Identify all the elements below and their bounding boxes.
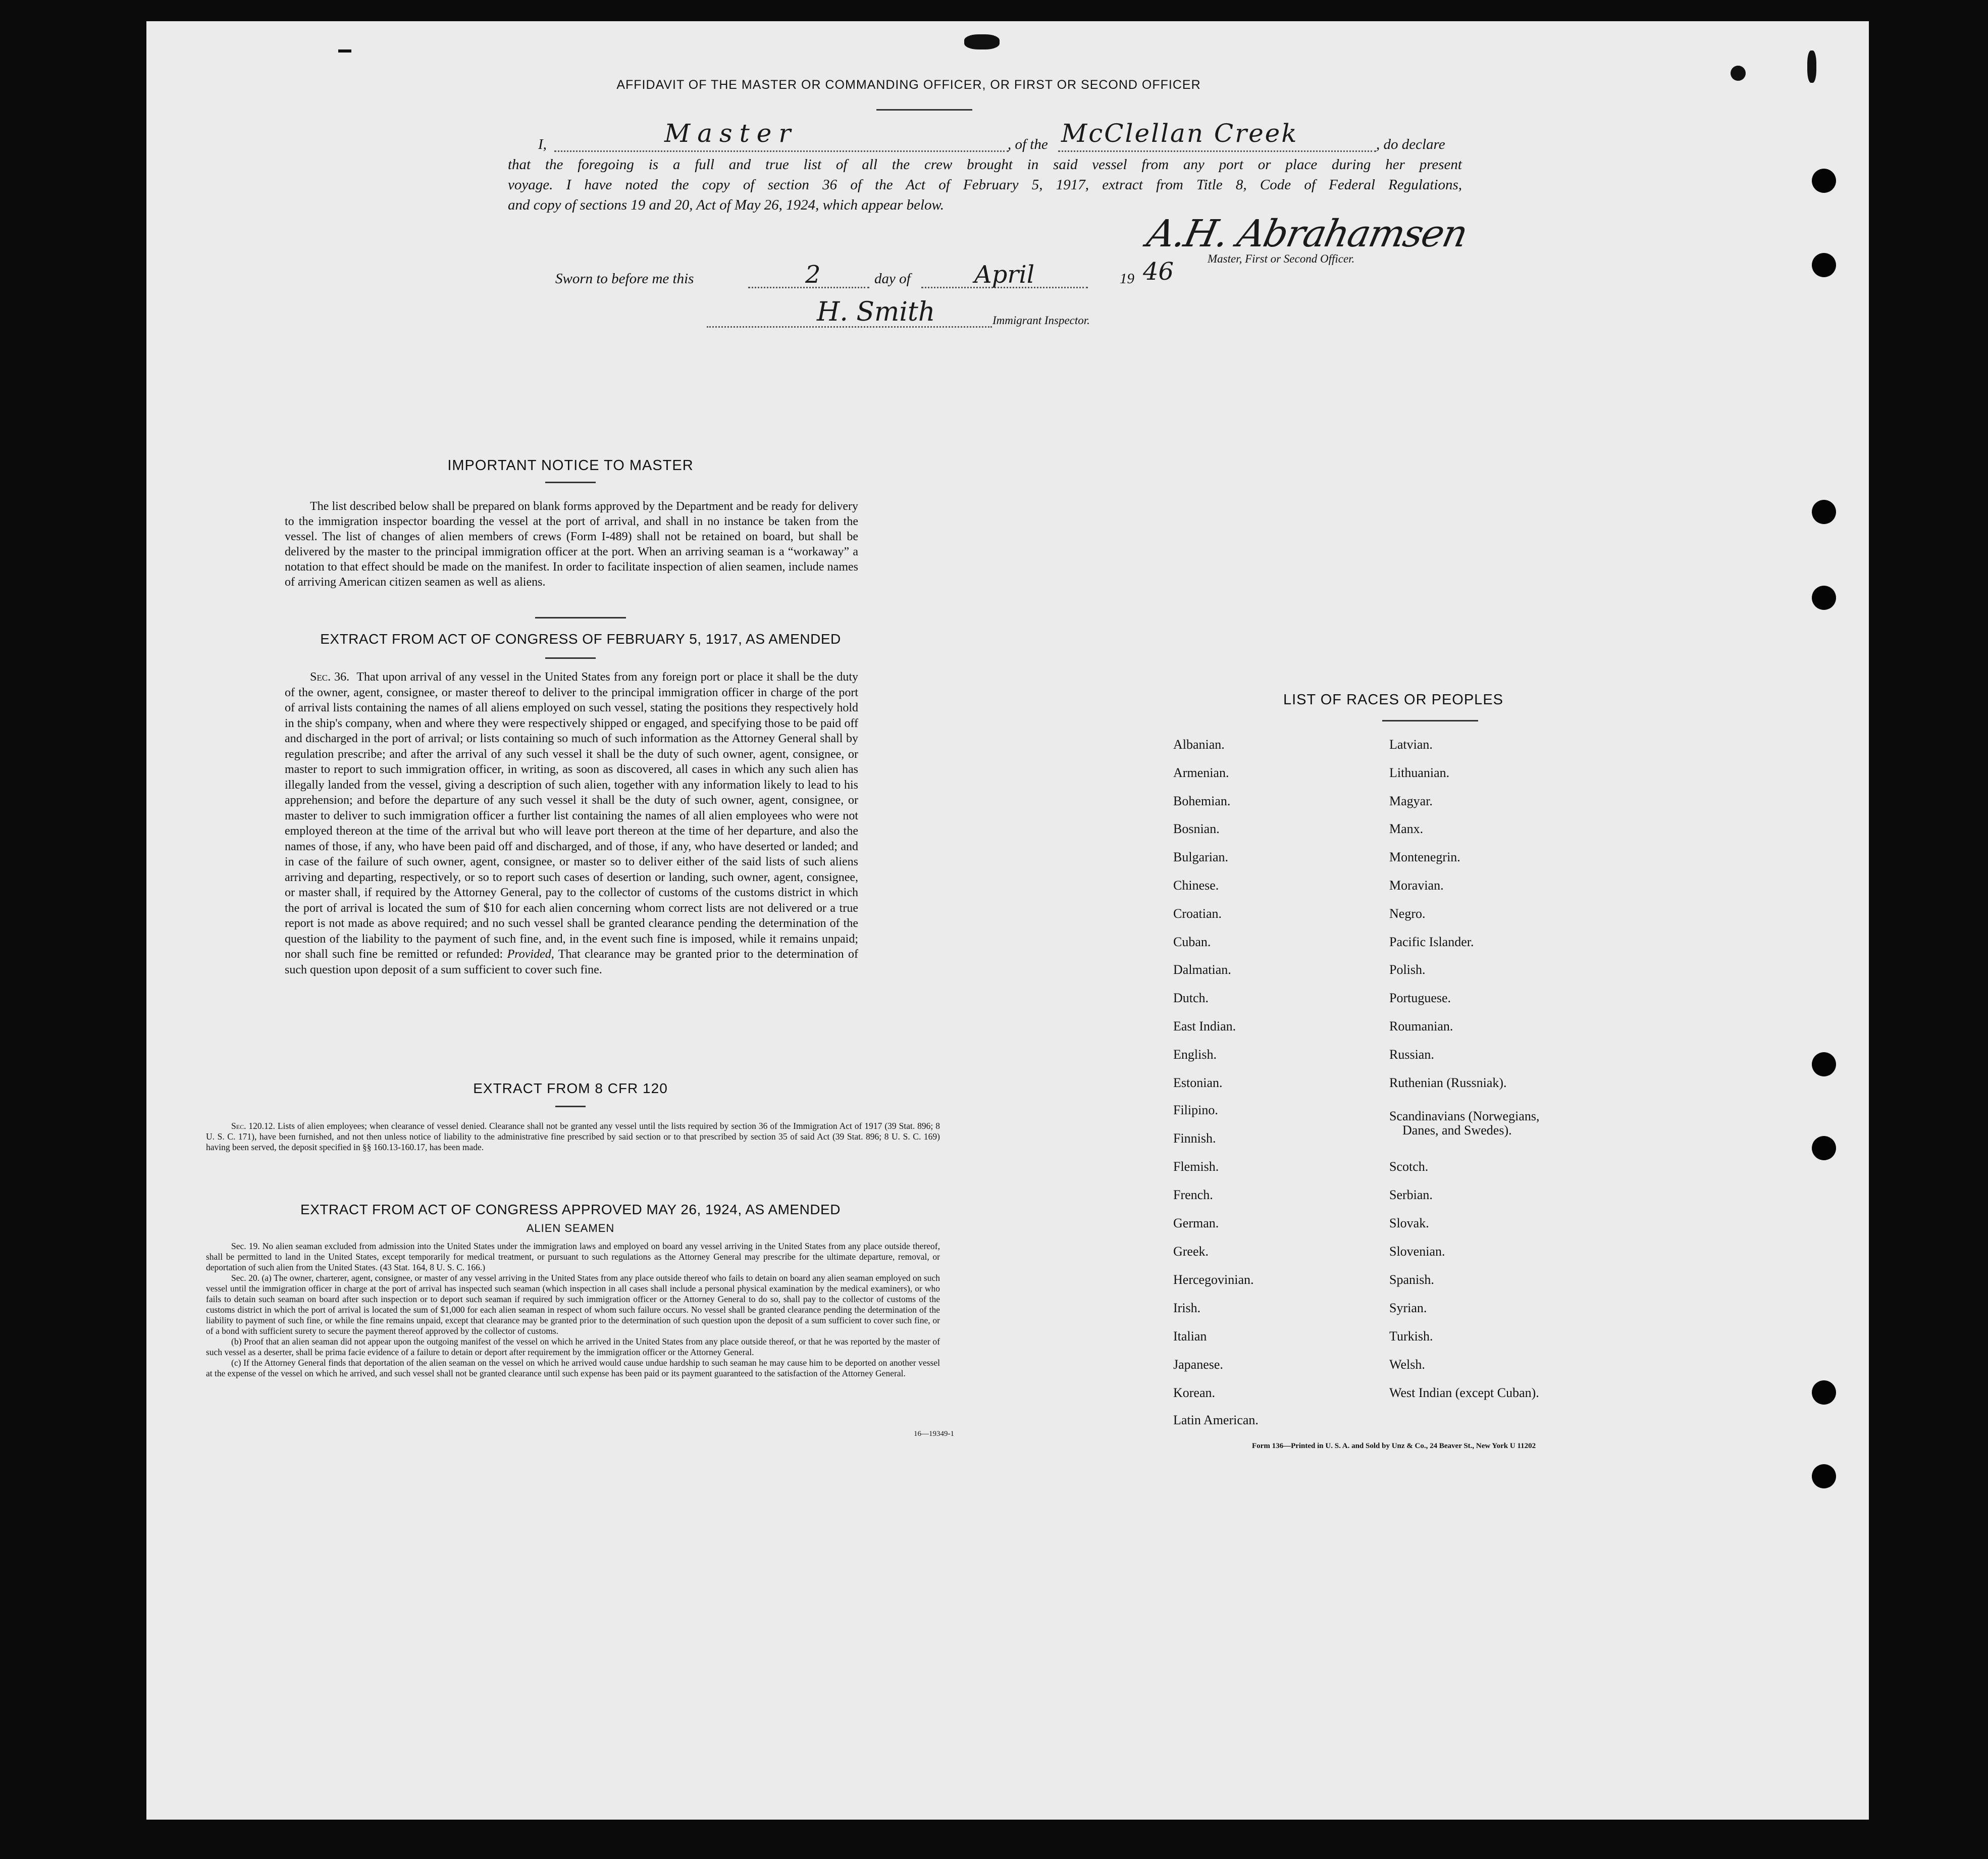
- race-item: Estonian.: [1173, 1075, 1223, 1090]
- race-item: Welsh.: [1389, 1357, 1425, 1372]
- race-item: Finnish.: [1173, 1131, 1216, 1146]
- master-name-handwritten: Master: [664, 119, 798, 148]
- race-item: Bosnian.: [1173, 821, 1220, 837]
- top-left-mark: [338, 49, 351, 53]
- binder-hole: [1812, 586, 1836, 610]
- race-item: Chinese.: [1173, 878, 1219, 893]
- inspector-line: [707, 297, 1161, 331]
- act1917-provided: Provided,: [507, 948, 554, 961]
- race-item: Dalmatian.: [1173, 962, 1231, 977]
- race-item: Ruthenian (Russniak).: [1389, 1075, 1507, 1090]
- race-item: Japanese.: [1173, 1357, 1223, 1372]
- race-item: Bulgarian.: [1173, 850, 1229, 865]
- races-title-rule: [1382, 720, 1478, 721]
- binder-hole: [1812, 500, 1836, 524]
- race-item: Russian.: [1389, 1047, 1434, 1062]
- month-handwritten: April: [974, 261, 1035, 289]
- race-item: Croatian.: [1173, 906, 1222, 921]
- vessel-name-handwritten: McClellan Creek: [1061, 119, 1298, 148]
- master-signature: A.H. Abrahamsen: [1143, 212, 1471, 255]
- notice-title: IMPORTANT NOTICE TO MASTER: [447, 457, 694, 474]
- affidavit-title-rule: [876, 109, 972, 111]
- race-item: Roumanian.: [1389, 1019, 1453, 1034]
- races-title: LIST OF RACES OR PEOPLES: [1283, 692, 1504, 708]
- race-item: Cuban.: [1173, 934, 1211, 949]
- cfr-text: [206, 1121, 940, 1153]
- race-item: Hercegovinian.: [1173, 1272, 1254, 1287]
- binder-hole: [1812, 1380, 1836, 1405]
- race-item: Polish.: [1389, 962, 1426, 977]
- year-handwritten: 46: [1143, 257, 1174, 286]
- act1917-sec-label: Sec. 36.: [310, 670, 350, 684]
- act1924-sec19: Sec. 19. No alien seaman excluded from admission into the United States under the immigration laws and employed on board any vessel arriving in the United States from any place outside thereof, shall be permitted to land in the United States, except temporarily for medical treatment, or pursuant to such regulations as the Attorney General may prescribe for the ultimate departure, removal, or deportation of such alien from the United States. (43 Stat. 164, 8 U. S. C. 166.): [206, 1241, 940, 1272]
- race-item: Italian: [1173, 1329, 1207, 1344]
- race-item: West Indian (except Cuban).: [1389, 1385, 1539, 1400]
- race-item: Dutch.: [1173, 991, 1209, 1006]
- affidavit-line-3: voyage. I have noted the copy of section 36 of the Act of February 5, 1917, extract from Title 8, Code of Federal Regulations,: [508, 177, 1462, 193]
- race-item: Slovenian.: [1389, 1244, 1445, 1259]
- act1917-title: EXTRACT FROM ACT OF CONGRESS OF FEBRUARY 5, 1917, AS AMENDED: [320, 631, 841, 647]
- cfr-sec-label: Sec. 120.12.: [231, 1121, 275, 1131]
- race-item: Slovak.: [1389, 1216, 1429, 1230]
- race-item: German.: [1173, 1216, 1219, 1230]
- race-item: Spanish.: [1389, 1272, 1434, 1287]
- top-right-mark: [1807, 50, 1816, 83]
- affidavit-line-1: [508, 119, 1462, 154]
- act1924-title: EXTRACT FROM ACT OF CONGRESS APPROVED MAY 26, 1924, AS AMENDED: [300, 1202, 841, 1217]
- act1917-body-end: That clearance may be granted prior to the determination of such question upon deposit of a sum sufficient to cover such fine.: [285, 948, 858, 976]
- affidavit-i: I,: [538, 136, 547, 152]
- race-item: Latvian.: [1389, 737, 1433, 752]
- sworn-prefix: Sworn to before me this: [555, 271, 694, 287]
- race-item: East Indian.: [1173, 1019, 1236, 1034]
- act1917-text: [285, 669, 858, 977]
- act1917-paragraph: [285, 669, 858, 977]
- binder-hole: [1812, 1464, 1836, 1488]
- race-item: Bohemian.: [1173, 793, 1231, 808]
- race-item: Turkish.: [1389, 1329, 1433, 1344]
- act1924-form-code: 16—19349-1: [914, 1430, 954, 1438]
- race-item: Korean.: [1173, 1385, 1216, 1400]
- race-item: Pacific Islander.: [1389, 934, 1474, 949]
- affidavit-line-2: that the foregoing is a full and true list of all the crew brought in said vessel from any port or place during her present: [508, 157, 1462, 173]
- race-item: Lithuanian.: [1389, 765, 1450, 780]
- race-item: Montenegrin.: [1389, 850, 1460, 865]
- binder-hole: [1812, 169, 1836, 193]
- race-item: Irish.: [1173, 1301, 1201, 1315]
- act1924-sec20a: Sec. 20. (a) The owner, charterer, agent, consignee, or master of any vessel arriving in the United States from any place outside thereof who fails to detain on board any alien seaman employed on such vessel until the immigration officer in charge at the port of arrival has inspected such seaman (which inspection in all cases shall include a personal physical examination by the medical examiners), or who fails to detain such seaman on board after such inspection or to deport such seaman if required by such immigration officer or the Attorney General to do so, shall pay to the collector of customs of the customs district in which the port of arrival is located the sum of $1,000 for each alien seaman in respect of whom such failure occurs. No vessel shall be granted clearance pending the determination of the liability to payment of such fine, or while the fine remains unpaid, except that clearance may be granted prior to the determination of such question upon the deposit of a sum sufficient to cover such fine, or of a bond with sufficient surety to secure the payment thereof approved by the collector of customs.: [206, 1273, 940, 1336]
- race-item: English.: [1173, 1047, 1217, 1062]
- signature-caption: Master, First or Second Officer.: [1208, 252, 1355, 265]
- race-item: Negro.: [1389, 906, 1426, 921]
- form-footer: Form 136—Printed in U. S. A. and Sold by Unz & Co., 24 Beaver St., New York U 11202: [1252, 1442, 1536, 1450]
- cfr-title-rule: [555, 1106, 586, 1107]
- of-the-label: , of the: [1008, 136, 1048, 152]
- race-item: Serbian.: [1389, 1187, 1433, 1202]
- affidavit-statement: [508, 119, 1462, 215]
- act1924-text: [206, 1241, 940, 1379]
- act1924-subtitle: ALIEN SEAMEN: [526, 1222, 615, 1234]
- act1924-sec20c: (c) If the Attorney General finds that deportation of the alien seaman on the vessel on which he arrived would cause undue hardship to such seaman he may cause him to be deported on another vessel at the expense of the vessel on which he arrived, and such vessel shall not be granted clearance until such expense has been paid or its payment guaranteed to the satisfaction of the Attorney General.: [206, 1358, 940, 1378]
- do-declare-label: , do declare: [1376, 136, 1445, 152]
- affidavit-title: AFFIDAVIT OF THE MASTER OR COMMANDING OFFICER, OR FIRST OR SECOND OFFICER: [616, 78, 1201, 92]
- race-item: Albanian.: [1173, 737, 1225, 752]
- race-item: Flemish.: [1173, 1159, 1219, 1174]
- race-item: Filipino.: [1173, 1103, 1218, 1117]
- notice-end-rule: [535, 617, 626, 618]
- notice-title-rule: [545, 482, 596, 483]
- inspector-caption: Immigrant Inspector.: [992, 314, 1090, 327]
- race-item: Greek.: [1173, 1244, 1209, 1259]
- year-prefix: 19: [1120, 271, 1134, 287]
- act1924-sec20b: (b) Proof that an alien seaman did not appear upon the outgoing manifest of the vessel on which he arrived in the United States from any place outside thereof, or that he was reported by the master of such vessel as a deserter, shall be prima facie evidence of a failure to detain or deport after requirement by the immigration officer or the Attorney General.: [206, 1336, 940, 1357]
- top-right-speck: [1731, 66, 1746, 81]
- race-item: Latin American.: [1173, 1413, 1259, 1427]
- race-item: Moravian.: [1389, 878, 1444, 893]
- notice-text: [285, 499, 858, 590]
- race-item: Portuguese.: [1389, 991, 1451, 1006]
- race-item: Danes, and Swedes).: [1402, 1123, 1512, 1138]
- race-item: Magyar.: [1389, 793, 1433, 808]
- binder-hole: [1812, 1052, 1836, 1076]
- binder-hole: [1812, 253, 1836, 277]
- cfr-title: EXTRACT FROM 8 CFR 120: [473, 1080, 668, 1096]
- sworn-line: [555, 257, 1212, 294]
- race-item: Scandinavians (Norwegians,: [1389, 1109, 1540, 1123]
- affidavit-line-4: and copy of sections 19 and 20, Act of May 26, 1924, which appear below.: [508, 197, 944, 213]
- inspector-signature: H. Smith: [817, 297, 935, 327]
- race-item: Scotch.: [1389, 1159, 1429, 1174]
- cfr-paragraph: [206, 1121, 940, 1153]
- day-of-label: day of: [874, 271, 911, 287]
- act1917-title-rule: [545, 657, 596, 659]
- day-handwritten: 2: [805, 261, 821, 289]
- act1917-body: That upon arrival of any vessel in the United States from any foreign port or place it shall be the duty of the owner, agent, consignee, or master thereof to deliver to the principal immigration officer in charge of the port of arrival lists containing the names of all aliens employed on such vessel, stating the positions they respectively hold in the ship's company, when and where they were respectively shipped or engaged, and specifying those to be paid off and discharged in the port of arrival; or lists containing so much of such information as the Attorney General shall by regulation prescribe; and after the arrival of any such vessel it shall be the duty of such owner, agent, consignee, or master to report to such immigration officer, in writing, as soon as discovered, all cases in which any such alien has illegally landed from the vessel, giving a description of such alien, together with any information likely to lead to his apprehension; and before the departure of any such vessel it shall be the duty of such owner, agent, consignee, or master to deliver to such immigration officer a further list containing the names of all alien employees who were not employed thereon at the time of the arrival but who will leave port thereon at the time of her departure, and also the names of those, if any, who have been paid off and discharged, and of those, if any, who have deserted or landed; and in case of the failure of such owner, agent, consignee, or master so to deliver either of the said lists of such aliens arriving and departing, respectively, or so to report such cases of desertion or landing, such owner, agent, consignee, or master shall, if required by the Attorney General, pay to the collector of customs of the customs district in which the port of arrival is located the sum of $10 for each alien concerning whom correct lists are not delivered or a true report is not made as above required; and no such vessel shall be granted clearance pending the determination of the question of the liability to the payment of such fine, and, in the event such fine is imposed, while it remains unpaid; nor shall such fine be remitted or refunded:: [285, 670, 859, 961]
- race-item: Manx.: [1389, 821, 1424, 837]
- race-item: Syrian.: [1389, 1301, 1427, 1315]
- top-ink-mark: [964, 34, 1000, 49]
- race-item: Armenian.: [1173, 765, 1229, 780]
- race-item: French.: [1173, 1187, 1213, 1202]
- binder-hole: [1812, 1136, 1836, 1160]
- notice-paragraph: The list described below shall be prepared on blank forms approved by the Department and be ready for delivery to the immigration inspector boarding the vessel at the port of arrival, and shall in no instance be taken from the vessel. The list of changes of alien members of crews (Form I-489) shall not be retained on board, but shall be delivered by the master to the principal immigration officer at the port. When an arriving seaman is a “workaway” a notation to that effect should be made on the manifest. In order to facilitate inspection of alien seamen, include names of arriving American citizen seamen as well as aliens.: [285, 500, 858, 589]
- cfr-body: Lists of alien employees; when clearance of vessel denied. Clearance shall not be granted any vessel until the lists required by section 36 of the Immigration Act of 1917 (39 Stat. 896; 8 U. S. C. 171), have been furnished, and not then unless notice of liability to the administrative fine prescribed by said section or to that prescribed by section 35 of said Act (39 Stat. 896; 8 U. S. C. 169) having been served, the deposit specified in §§ 160.13-160.17, has been made.: [206, 1121, 940, 1152]
